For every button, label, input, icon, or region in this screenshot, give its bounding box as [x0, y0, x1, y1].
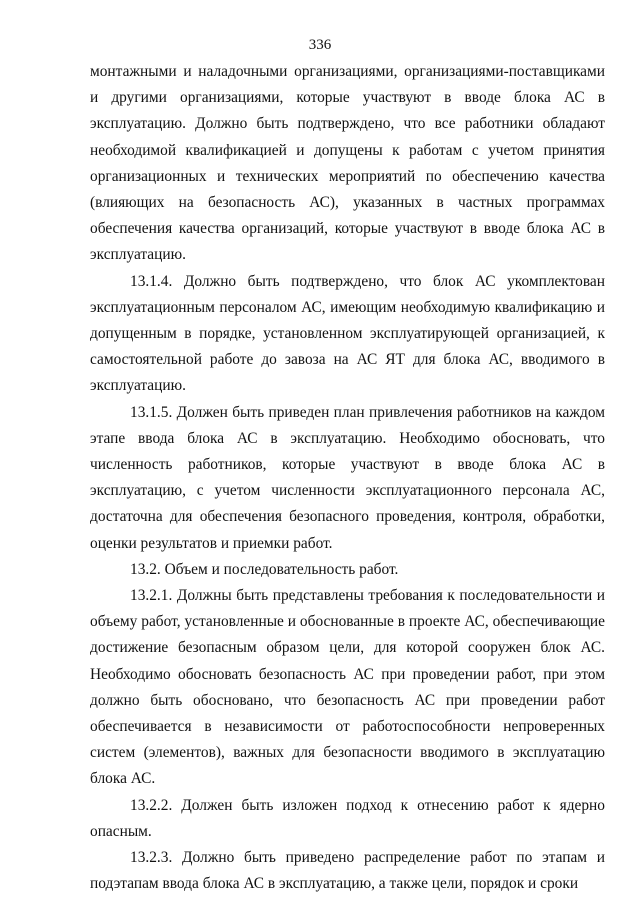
paragraph-13-1-4: 13.1.4. Должно быть подтверждено, что блок АС укомплектован эксплуатационным персоналом АС, имеющим необходимую квалификацию и допущенным в порядке, установленном эксплуатирующей организацией, к самостоятельной работе до завоза на АС ЯТ для блока АС, вводимого в эксплуатацию. [90, 272, 605, 395]
section-heading-13-2: 13.2. Объем и последовательность работ. [130, 560, 399, 578]
paragraph-13-2-3: 13.2.3. Должно быть приведено распределение работ по этапам и подэтапам ввода блока АС в эксплуатацию, а также цели, порядок и сроки [90, 849, 605, 893]
paragraph-13-1-5: 13.1.5. Должен быть приведен план привлечения работников на каждом этапе ввода блока АС в эксплуатацию. Необходимо обосновать, что численность работников, которые участвуют в вводе блока АС в эксплуатацию, с учетом численности эксплуатационного персонала АС, достаточна для обеспечения безопасного проведения, контроля, обработки, оценки результатов и приемки работ. [90, 403, 605, 552]
paragraph-continuation: монтажными и наладочными организациями, организациями-поставщиками и другими организациями, которые участвуют в вводе блока АС в эксплуатацию. Должно быть подтверждено, что все работники обладают необходимой квалификацией и допущены к работам с учетом принятия организационных и технических мероприятий по обеспечению качества (влияющих на безопасность АС), указанных в частных программах обеспечения качества организаций, которые участвуют в вводе блока АС в эксплуатацию. [90, 63, 605, 264]
document-body [90, 59, 605, 898]
paragraph-13-2-1: 13.2.1. Должны быть представлены требования к последовательности и объему работ, установленные и обоснованные в проекте АС, обеспечивающие достижение безопасным образом цели, для которой сооружен блок АС. Необходимо обосновать безопасность АС при проведении работ, при этом должно быть обосновано, что безопасность АС при проведении работ обеспечивается в независимости от работоспособности непроверенных систем (элементов), важных для безопасности вводимого в эксплуатацию блока АС. [90, 587, 605, 788]
paragraph-13-2-2: 13.2.2. Должен быть изложен подход к отнесению работ к ядерно опасным. [90, 796, 605, 840]
page-number: 336 [308, 37, 332, 53]
